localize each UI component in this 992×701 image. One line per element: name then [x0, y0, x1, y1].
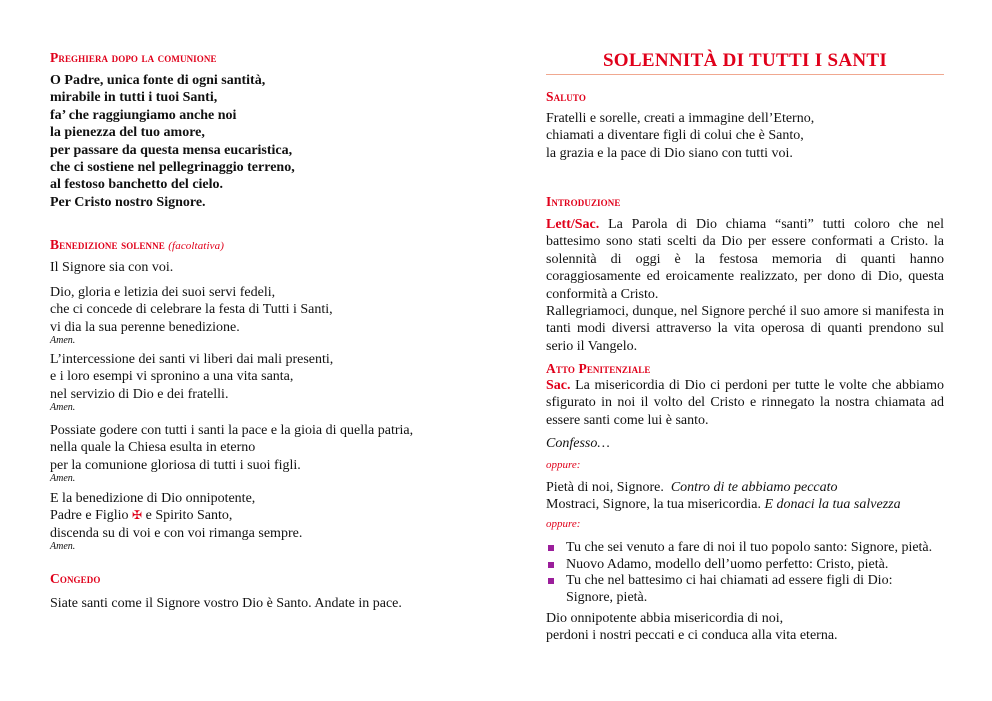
prayer-line: mirabile in tutti i tuoi Santi, — [50, 90, 218, 106]
blessing-line: Possiate godere con tutti i santi la pace e la gioia di quella patria, — [50, 423, 414, 438]
confesso-text: Confesso… — [546, 436, 610, 451]
blessing-line: per la comunione gloriosa di tutti i suoi figli. — [50, 457, 301, 473]
list-item — [546, 540, 944, 557]
prayer-line: la pienezza del tuo amore, — [50, 125, 205, 141]
page-title: SOLENNITÀ DI TUTTI I SANTI — [602, 50, 888, 71]
blessing-line — [50, 507, 450, 524]
list-item — [546, 573, 944, 606]
intro-heading: Introduzione — [546, 194, 621, 209]
list-item-text: Tu che sei venuto a fare di noi il tuo popolo santo: Signore, pietà. — [566, 540, 933, 555]
blessing-line: che ci concede di celebrare la festa di Tutti i Santi, — [50, 302, 333, 318]
intro-paragraph-1 — [546, 216, 944, 303]
blessing-3 — [50, 422, 450, 474]
blessing-line: Dio, gloria e letizia dei suoi servi fedeli, — [50, 285, 276, 300]
speaker-label: Lett/Sac. — [546, 217, 600, 232]
intro-paragraph-2: Rallegriamoci, dunque, nel Signore perché il suo amore si manifesta in tanti modi diversi attraverso la vita operosa di quanti prendono sul serio il Vangelo. — [546, 304, 944, 354]
pieta-answer: Contro di te abbiamo peccato — [670, 480, 838, 495]
mostraci-line — [546, 496, 944, 513]
absolution-line: Dio onnipotente abbia misericordia di noi, — [546, 611, 784, 626]
prayer-line: al festoso banchetto del cielo. — [50, 177, 224, 193]
bullet-square-icon — [548, 562, 554, 568]
blessing-text: Padre e Figlio — [50, 508, 129, 524]
oppure-label: oppure: — [546, 518, 581, 530]
pieta-line — [546, 479, 944, 496]
blessing-intro: Il Signore sia con voi. — [50, 260, 174, 275]
oppure-label: oppure: — [546, 459, 581, 471]
prayer-line: fa’ che raggiungiamo anche noi — [50, 107, 237, 123]
blessing-heading-label: Benedizione solenne — [50, 237, 165, 252]
bullet-square-icon — [548, 578, 554, 584]
blessing-line: vi dia la sua perenne benedizione. — [50, 319, 240, 335]
list-item-text: Nuovo Adamo, modello dell’uomo perfetto: Cristo, pietà. — [566, 556, 889, 572]
blessing-line: nella quale la Chiesa esulta in eterno — [50, 440, 256, 456]
blessing-line: e i loro esempi vi spronino a una vita santa, — [50, 369, 294, 385]
dismissal-text: Siate santi come il Signore vostro Dio è Santo. Andate in pace. — [50, 596, 402, 611]
prayer-heading: Preghiera dopo la comunione — [50, 50, 217, 65]
greeting-text — [546, 110, 944, 162]
prayer-line: O Padre, unica fonte di ogni santità, — [50, 73, 266, 88]
penitential-heading: Atto Penitenziale — [546, 361, 651, 376]
pieta-response — [546, 479, 944, 514]
greeting-line: Fratelli e sorelle, creati a immagine dell’Eterno, — [546, 111, 815, 126]
dismissal-heading: Congedo — [50, 571, 101, 586]
list-item-text: Tu che nel battesimo ci hai chiamati ad essere figli di Dio: Signore, pietà. — [566, 573, 893, 605]
blessing-2 — [50, 351, 450, 403]
absolution-line: perdoni i nostri peccati e ci conduca alla vita eterna. — [546, 628, 838, 644]
invocation-list — [546, 540, 944, 606]
prayer-line: per passare da questa mensa eucaristica, — [50, 142, 293, 158]
pieta-call: Pietà di noi, Signore. — [546, 480, 664, 495]
blessing-heading — [50, 237, 224, 253]
blessing-4 — [50, 490, 450, 542]
blessing-1 — [50, 284, 450, 336]
greeting-heading: Saluto — [546, 89, 586, 104]
cross-icon: ✠ — [132, 508, 143, 523]
blessing-line: L’intercessione dei santi vi liberi dai mali presenti, — [50, 352, 334, 367]
greeting-line: la grazia e la pace di Dio siano con tutti voi. — [546, 145, 793, 161]
blessing-text: e Spirito Santo, — [145, 508, 233, 524]
blessing-optional-note: (facoltativa) — [168, 240, 224, 252]
blessing-line: E la benedizione di Dio onnipotente, — [50, 491, 256, 506]
title-divider — [546, 74, 944, 75]
amen-response: Amen. — [50, 335, 76, 346]
mostraci-call: Mostraci, Signore, la tua misericordia. — [546, 497, 761, 513]
penitential-body: La misericordia di Dio ci perdoni per tutte le volte che abbiamo sfigurato in noi il volto del Cristo e rinnegato la nostra chiamata ad essere santi come lui è santo. — [546, 378, 944, 428]
blessing-line: discenda su di voi e con voi rimanga sempre. — [50, 525, 303, 541]
intro-body: La Parola di Dio chiama “santi” tutti coloro che nel battesimo sono stati scelti da Dio per essere conformati a Cristo. la solennità di oggi è la festosa memoria di quanti hanno coraggiosamente ed eroicamente realizzato, per dono di Dio, questa conformità a Cristo. — [546, 217, 945, 302]
intro-text — [546, 216, 944, 355]
amen-response: Amen. — [50, 473, 76, 484]
prayer-line: Per Cristo nostro Signore. — [50, 194, 206, 210]
amen-response: Amen. — [50, 541, 76, 552]
prayer-line: che ci sostiene nel pellegrinaggio terreno, — [50, 160, 295, 176]
speaker-label: Sac. — [546, 378, 571, 393]
blessing-line: nel servizio di Dio e dei fratelli. — [50, 386, 229, 402]
bullet-square-icon — [548, 545, 554, 551]
list-item — [546, 557, 944, 574]
mostraci-answer: E donaci la tua salvezza — [764, 497, 901, 513]
prayer-text — [50, 72, 450, 211]
absolution-text — [546, 610, 944, 645]
greeting-line: chiamati a diventare figli di colui che è Santo, — [546, 128, 804, 144]
penitential-text — [546, 377, 944, 429]
amen-response: Amen. — [50, 402, 76, 413]
